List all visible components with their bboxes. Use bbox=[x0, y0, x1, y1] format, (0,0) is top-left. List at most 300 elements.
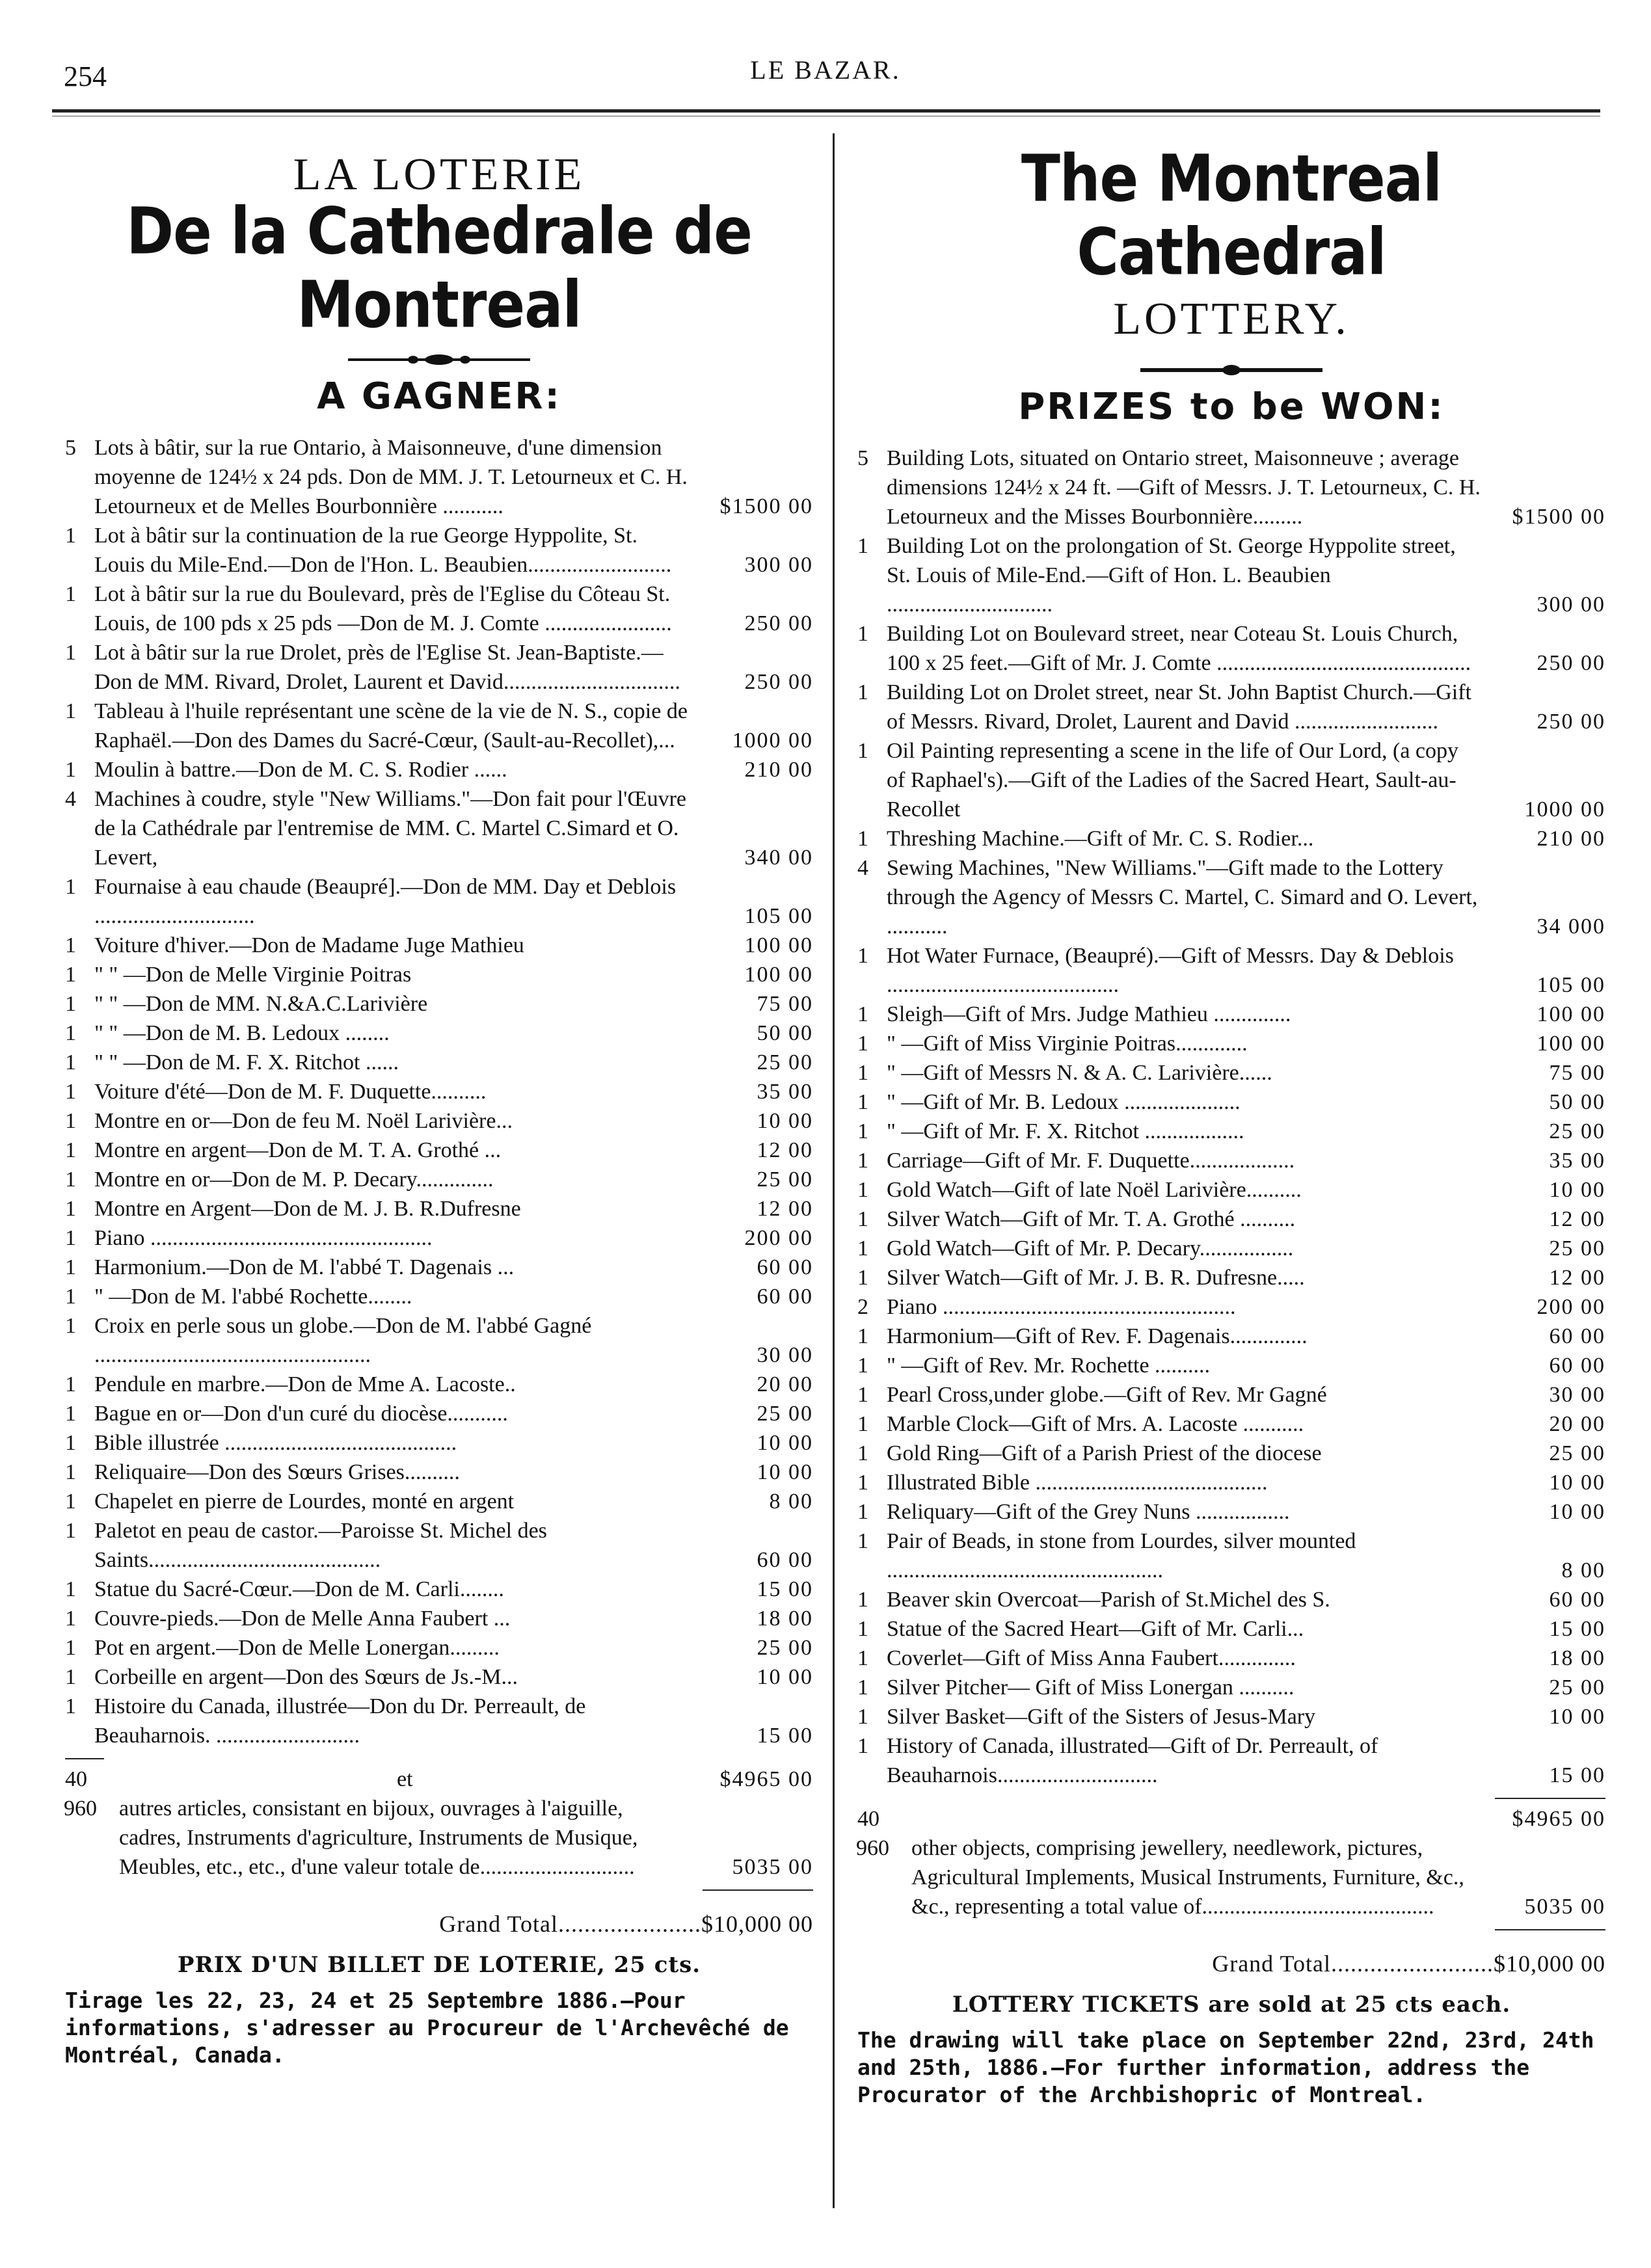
prize-item bbox=[857, 1175, 1605, 1205]
other-amount: 5035 00 bbox=[1524, 1895, 1605, 1919]
prize-description: Gold Ring—Gift of a Parish Priest of the diocese bbox=[887, 1441, 1322, 1466]
prize-description: Lot à bâtir sur la rue Drolet, près de l'Eglise St. Jean-Baptiste.—Don de MM. Rivard, Drolet, Laurent et David................................ bbox=[94, 641, 680, 695]
prize-amount: 200 00 bbox=[1537, 1295, 1605, 1320]
prize-description: Pot en argent.—Don de Melle Lonergan......... bbox=[94, 1636, 500, 1661]
prize-quantity: 1 bbox=[65, 582, 76, 607]
other-amount: 5035 00 bbox=[732, 1855, 813, 1880]
subtotal-amount: $4965 00 bbox=[1512, 1807, 1605, 1832]
prize-quantity: 1 bbox=[857, 1178, 868, 1203]
column-divider bbox=[833, 133, 835, 2208]
prize-item bbox=[65, 1282, 813, 1311]
prize-description: " " —Don de M. F. X. Ritchot ...... bbox=[94, 1050, 399, 1075]
prize-item bbox=[65, 1136, 813, 1165]
prize-amount: 75 00 bbox=[1549, 1061, 1605, 1086]
prize-description: Paletot en peau de castor.—Paroisse St. Michel des Saints.......................................... bbox=[94, 1519, 547, 1573]
prize-description: Pendule en marbre.—Don de Mme A. Lacoste.. bbox=[94, 1372, 516, 1397]
prize-item bbox=[857, 1000, 1605, 1029]
prize-amount: 100 00 bbox=[1537, 1032, 1605, 1056]
top-rule bbox=[52, 109, 1600, 113]
prize-quantity: 1 bbox=[65, 1080, 76, 1104]
prize-amount: $1500 00 bbox=[1512, 505, 1605, 529]
french-column bbox=[65, 130, 813, 2069]
prize-amount: 20 00 bbox=[757, 1372, 813, 1397]
prize-quantity: 2 bbox=[857, 1295, 868, 1320]
french-prize-list bbox=[65, 433, 813, 1750]
prize-description: Piano ..................................................... bbox=[887, 1295, 1236, 1320]
english-prize-list bbox=[857, 444, 1605, 1790]
english-draw-info: The drawing will take place on September 22nd, 23rd, 24th and 25th, 1886.—For further information, address the Procurator of the Archbishopric of Montreal. bbox=[857, 2027, 1594, 2108]
prize-quantity: 1 bbox=[65, 963, 76, 987]
english-grand-total: Grand Total.........................$10,000 00 bbox=[1212, 1951, 1605, 1977]
prize-quantity: 1 bbox=[857, 1266, 868, 1290]
prize-quantity: 1 bbox=[857, 1207, 868, 1232]
prize-quantity: 1 bbox=[65, 1489, 76, 1514]
prize-amount: 1000 00 bbox=[1524, 797, 1605, 822]
prize-item bbox=[857, 1058, 1605, 1087]
english-title-small: LOTTERY. bbox=[1113, 294, 1350, 345]
prize-amount: 30 00 bbox=[1549, 1383, 1605, 1407]
prize-quantity: 1 bbox=[65, 641, 76, 665]
prize-item bbox=[65, 1106, 813, 1136]
prize-item bbox=[65, 1048, 813, 1077]
prize-description: Voiture d'été—Don de M. F. Duquette.......... bbox=[94, 1080, 487, 1104]
prize-amount: 35 00 bbox=[757, 1080, 813, 1104]
prize-amount: 12 00 bbox=[1549, 1207, 1605, 1232]
prize-description: " " —Don de Melle Virginie Poitras bbox=[94, 963, 412, 987]
english-subtotal-row bbox=[857, 1804, 1605, 1834]
prize-description: Reliquary—Gift of the Grey Nuns ................. bbox=[887, 1500, 1290, 1525]
prize-amount: 105 00 bbox=[1537, 973, 1605, 998]
prize-count: 40 bbox=[857, 1807, 879, 1832]
prize-item bbox=[65, 1165, 813, 1194]
prize-quantity: 1 bbox=[65, 1314, 76, 1339]
prize-count: 40 bbox=[65, 1767, 87, 1792]
french-prizes-heading: A GAGNER: bbox=[317, 375, 561, 418]
prize-quantity: 1 bbox=[857, 1149, 868, 1173]
prize-item bbox=[65, 1516, 813, 1575]
prize-description: Chapelet en pierre de Lourdes, monté en argent bbox=[94, 1489, 515, 1514]
prize-amount: 15 00 bbox=[1549, 1763, 1605, 1788]
prize-quantity: 1 bbox=[65, 1109, 76, 1134]
prize-amount: 1000 00 bbox=[732, 728, 813, 753]
prize-description: Silver Watch—Gift of Mr. T. A. Grothé .......... bbox=[887, 1207, 1296, 1232]
prize-item bbox=[65, 1575, 813, 1604]
prize-item bbox=[65, 960, 813, 989]
prize-item bbox=[65, 1370, 813, 1399]
prize-amount: 250 00 bbox=[744, 611, 813, 636]
prize-quantity: 1 bbox=[65, 1636, 76, 1661]
prize-description: Voiture d'hiver.—Don de Madame Juge Mathieu bbox=[94, 933, 524, 958]
prize-description: Statue of the Sacred Heart—Gift of Mr. Carli... bbox=[887, 1617, 1304, 1642]
prize-quantity: 1 bbox=[65, 1138, 76, 1163]
prize-description: Beaver skin Overcoat—Parish of St.Michel des S. bbox=[887, 1588, 1330, 1612]
prize-quantity: 1 bbox=[857, 534, 868, 559]
subtotal-amount: $4965 00 bbox=[719, 1767, 813, 1792]
prize-amount: 12 00 bbox=[1549, 1266, 1605, 1290]
grand-total-rule bbox=[1495, 1929, 1605, 1930]
prize-item bbox=[857, 1205, 1605, 1234]
prize-description: Tableau à l'huile représentant une scène de la vie de N. S., copie de Raphaël.—Don des Dames du Sacré-Cœur, (Sault-au-Recollet),... bbox=[94, 699, 688, 753]
prize-amount: 210 00 bbox=[1537, 827, 1605, 851]
prize-description: Building Lots, situated on Ontario street, Maisonneuve ; average dimensions 124½ x 24 ft. —Gift of Messrs. J. T. Letourneux, C. H. Letourneux and the Misses Bourbonnière......... bbox=[887, 446, 1481, 529]
prize-quantity: 1 bbox=[65, 1285, 76, 1309]
prize-item bbox=[857, 1614, 1605, 1644]
prize-description: Gold Watch—Gift of late Noël Larivière.......... bbox=[887, 1178, 1302, 1203]
prize-item bbox=[65, 784, 813, 872]
prize-item bbox=[857, 941, 1605, 1000]
prize-quantity: 4 bbox=[857, 856, 868, 881]
prize-amount: 18 00 bbox=[1549, 1646, 1605, 1671]
prize-quantity: 1 bbox=[857, 622, 868, 647]
prize-amount: 10 00 bbox=[757, 1460, 813, 1485]
prize-description: Threshing Machine.—Gift of Mr. C. S. Rodier... bbox=[887, 827, 1314, 851]
prize-item bbox=[65, 433, 813, 521]
prize-item bbox=[65, 1311, 813, 1370]
prize-description: Marble Clock—Gift of Mrs. A. Lacoste ........... bbox=[887, 1412, 1304, 1437]
prize-quantity: 1 bbox=[65, 1197, 76, 1221]
prize-quantity: 1 bbox=[65, 1431, 76, 1456]
prize-amount: 60 00 bbox=[757, 1255, 813, 1280]
prize-item bbox=[857, 1029, 1605, 1058]
prize-item bbox=[65, 1399, 813, 1428]
prize-description: " —Gift of Miss Virginie Poitras............. bbox=[887, 1032, 1248, 1056]
page-number: 254 bbox=[64, 60, 107, 92]
subtotal-rule bbox=[1495, 1798, 1605, 1799]
prize-description: " " —Don de M. B. Ledoux ........ bbox=[94, 1021, 390, 1046]
prize-description: Silver Watch—Gift of Mr. J. B. R. Dufresne..... bbox=[887, 1266, 1305, 1290]
prize-description: Lot à bâtir sur la rue du Boulevard, près de l'Eglise du Côteau St. Louis, de 100 pds x 25 pds —Don de M. J. Comte ....................... bbox=[94, 582, 672, 636]
prize-description: Building Lot on Drolet street, near St. John Baptist Church.—Gift of Messrs. Rivard, Drolet, Laurent and David .......................... bbox=[887, 680, 1472, 734]
prize-amount: 12 00 bbox=[757, 1197, 813, 1221]
prize-amount: 60 00 bbox=[1549, 1588, 1605, 1612]
prize-item bbox=[65, 521, 813, 580]
prize-amount: 100 00 bbox=[1537, 1002, 1605, 1027]
prize-quantity: 5 bbox=[857, 446, 868, 471]
prize-description: Building Lot on the prolongation of St. George Hyppolite street, St. Louis of Mile-End.—Gift of Hon. L. Beaubien .............................. bbox=[887, 534, 1456, 617]
prize-description: Coverlet—Gift of Miss Anna Faubert.............. bbox=[887, 1646, 1296, 1671]
prize-description: Statue du Sacré-Cœur.—Don de M. Carli........ bbox=[94, 1577, 504, 1602]
prize-item bbox=[65, 1194, 813, 1223]
prize-description: Lot à bâtir sur la continuation de la rue George Hyppolite, St. Louis du Mile-End.—Don de l'Hon. L. Beaubien.......................... bbox=[94, 524, 672, 578]
prize-amount: 8 00 bbox=[769, 1489, 813, 1514]
english-ticket-price: LOTTERY TICKETS are sold at 25 cts each. bbox=[952, 1992, 1511, 2018]
prize-item bbox=[857, 1146, 1605, 1175]
prize-item bbox=[857, 1439, 1605, 1468]
ornament-divider bbox=[342, 353, 537, 366]
prize-item bbox=[65, 580, 813, 638]
prize-quantity: 1 bbox=[65, 1577, 76, 1602]
total-rule bbox=[65, 1758, 104, 1759]
prize-amount: 60 00 bbox=[1549, 1324, 1605, 1349]
prize-amount: 10 00 bbox=[1549, 1500, 1605, 1525]
prize-description: Hot Water Furnace, (Beaupré).—Gift of Messrs. Day & Deblois .......................................... bbox=[887, 944, 1454, 998]
other-quantity: 960 bbox=[856, 1836, 889, 1861]
prize-amount: 15 00 bbox=[757, 1724, 813, 1748]
french-grand-total: Grand Total......................$10,000 00 bbox=[439, 1911, 813, 1938]
prize-item bbox=[65, 1692, 813, 1750]
prize-item bbox=[857, 1117, 1605, 1146]
prize-quantity: 1 bbox=[857, 1617, 868, 1642]
other-quantity: 960 bbox=[64, 1796, 97, 1821]
prize-quantity: 1 bbox=[857, 1734, 868, 1759]
prize-amount: 100 00 bbox=[744, 963, 813, 987]
prize-quantity: 1 bbox=[65, 1607, 76, 1631]
prize-amount: 200 00 bbox=[744, 1226, 813, 1251]
french-title-big: De la Cathedrale de Montreal bbox=[126, 193, 752, 343]
prize-description: Reliquaire—Don des Sœurs Grises.......... bbox=[94, 1460, 460, 1485]
prize-description: Pair of Beads, in stone from Lourdes, silver mounted .................................................. bbox=[887, 1529, 1356, 1583]
prize-quantity: 1 bbox=[857, 1412, 868, 1437]
prize-quantity: 1 bbox=[65, 1050, 76, 1075]
prize-description: Carriage—Gift of Mr. F. Duquette................... bbox=[887, 1149, 1295, 1173]
prize-item bbox=[65, 1428, 813, 1458]
prize-item bbox=[857, 1409, 1605, 1439]
prize-description: Couvre-pieds.—Don de Melle Anna Faubert ... bbox=[94, 1607, 511, 1631]
prize-item bbox=[857, 1292, 1605, 1322]
prize-quantity: 1 bbox=[857, 1032, 868, 1056]
prize-amount: 210 00 bbox=[744, 758, 813, 782]
prize-amount: 15 00 bbox=[757, 1577, 813, 1602]
prize-amount: 50 00 bbox=[757, 1021, 813, 1046]
prize-item bbox=[857, 824, 1605, 853]
prize-amount: 34 000 bbox=[1537, 914, 1605, 939]
prize-description: Harmonium—Gift of Rev. F. Dagenais.............. bbox=[887, 1324, 1308, 1349]
prize-quantity: 1 bbox=[857, 1002, 868, 1027]
prize-amount: 10 00 bbox=[1549, 1178, 1605, 1203]
prize-description: " —Gift of Mr. B. Ledoux ..................... bbox=[887, 1090, 1241, 1115]
prize-amount: 10 00 bbox=[757, 1431, 813, 1456]
prize-description: Sewing Machines, "New Williams."—Gift made to the Lottery through the Agency of Messrs C. Martel, C. Simard and O. Levert, ........... bbox=[887, 856, 1478, 939]
prize-description: Montre en or—Don de feu M. Noël Larivière... bbox=[94, 1109, 513, 1134]
prize-amount: 60 00 bbox=[1549, 1354, 1605, 1378]
prize-amount: 250 00 bbox=[1537, 710, 1605, 734]
prize-item bbox=[65, 697, 813, 755]
prize-item bbox=[857, 736, 1605, 824]
ornament-divider bbox=[1134, 364, 1329, 377]
prize-description: " —Gift of Rev. Mr. Rochette .......... bbox=[887, 1354, 1211, 1378]
prize-item bbox=[857, 1322, 1605, 1351]
prize-amount: 340 00 bbox=[744, 846, 813, 870]
prize-amount: 25 00 bbox=[1549, 1236, 1605, 1261]
prize-quantity: 1 bbox=[857, 1705, 868, 1729]
prize-description: Montre en argent—Don de M. T. A. Grothé ... bbox=[94, 1138, 502, 1163]
prize-quantity: 1 bbox=[857, 739, 868, 764]
prize-item bbox=[65, 755, 813, 784]
prize-item bbox=[857, 1644, 1605, 1673]
prize-amount: 105 00 bbox=[744, 904, 813, 929]
prize-item bbox=[65, 989, 813, 1019]
prize-quantity: 1 bbox=[857, 944, 868, 968]
running-title: LE BAZAR. bbox=[750, 55, 901, 85]
prize-quantity: 1 bbox=[65, 875, 76, 900]
prize-description: Silver Pitcher— Gift of Miss Lonergan .......... bbox=[887, 1675, 1295, 1700]
prize-item bbox=[857, 1702, 1605, 1731]
prize-description: Harmonium.—Don de M. l'abbé T. Dagenais ... bbox=[94, 1255, 515, 1280]
prize-item bbox=[65, 1253, 813, 1282]
prize-description: " —Gift of Messrs N. & A. C. Larivière...... bbox=[887, 1061, 1272, 1086]
prize-quantity: 1 bbox=[857, 1529, 868, 1554]
prize-quantity: 1 bbox=[65, 1167, 76, 1192]
prize-amount: 300 00 bbox=[1537, 593, 1605, 617]
prize-item bbox=[857, 1087, 1605, 1117]
prize-amount: 10 00 bbox=[1549, 1471, 1605, 1495]
prize-item bbox=[65, 1487, 813, 1516]
prize-amount: 300 00 bbox=[744, 553, 813, 578]
prize-amount: $1500 00 bbox=[719, 494, 813, 519]
prize-quantity: 1 bbox=[857, 1354, 868, 1378]
english-prizes-heading: PRIZES to be WON: bbox=[1018, 386, 1445, 429]
french-ticket-price: PRIX D'UN BILLET DE LOTERIE, 25 cts. bbox=[177, 1952, 701, 1979]
prize-description: Pearl Cross,under globe.—Gift of Rev. Mr Gagné bbox=[887, 1383, 1327, 1407]
prize-item bbox=[857, 1497, 1605, 1527]
prize-amount: 250 00 bbox=[1537, 651, 1605, 676]
prize-amount: 25 00 bbox=[1549, 1441, 1605, 1466]
prize-quantity: 1 bbox=[857, 1090, 868, 1115]
prize-amount: 250 00 bbox=[744, 670, 813, 695]
english-title-big: The Montreal Cathedral bbox=[1021, 140, 1442, 290]
prize-description: Montre en Argent—Don de M. J. B. R.Dufresne bbox=[94, 1197, 521, 1221]
prize-description: Montre en or—Don de M. P. Decary.............. bbox=[94, 1167, 494, 1192]
prize-amount: 10 00 bbox=[1549, 1705, 1605, 1729]
english-other-objects bbox=[857, 1834, 1605, 1921]
french-title-small: LA LOTERIE bbox=[293, 150, 585, 200]
prize-item bbox=[65, 1604, 813, 1633]
prize-description: Machines à coudre, style "New Williams."—Don fait pour l'Œuvre de la Cathédrale par l'entremise de MM. C. Martel C.Simard et O. Levert, bbox=[94, 787, 687, 870]
prize-item bbox=[65, 872, 813, 931]
prize-quantity: 1 bbox=[65, 699, 76, 724]
prize-description: Bague en or—Don d'un curé du diocèse........... bbox=[94, 1402, 508, 1426]
prize-amount: 60 00 bbox=[757, 1548, 813, 1573]
prize-amount: 12 00 bbox=[757, 1138, 813, 1163]
prize-quantity: 1 bbox=[65, 1372, 76, 1397]
prize-item bbox=[857, 444, 1605, 531]
prize-item bbox=[857, 1351, 1605, 1380]
prize-amount: 25 00 bbox=[757, 1402, 813, 1426]
prize-description: Gold Watch—Gift of Mr. P. Decary................. bbox=[887, 1236, 1294, 1261]
prize-amount: 18 00 bbox=[757, 1607, 813, 1631]
prize-quantity: 5 bbox=[65, 436, 76, 460]
prize-description: Oil Painting representing a scene in the life of Our Lord, (a copy of Raphael's).—Gift of the Ladies of the Sacred Heart, Sault-au-Recollet bbox=[887, 739, 1459, 822]
prize-amount: 25 00 bbox=[1549, 1675, 1605, 1700]
prize-quantity: 1 bbox=[857, 1471, 868, 1495]
prize-item bbox=[65, 1662, 813, 1692]
prize-item bbox=[65, 1458, 813, 1487]
prize-item bbox=[65, 1077, 813, 1106]
prize-item bbox=[857, 1527, 1605, 1585]
prize-item bbox=[857, 1673, 1605, 1702]
prize-quantity: 1 bbox=[65, 758, 76, 782]
prize-quantity: 1 bbox=[857, 827, 868, 851]
prize-description: Piano ................................................... bbox=[94, 1226, 433, 1251]
prize-item bbox=[857, 1585, 1605, 1614]
french-subtotal-row bbox=[65, 1765, 813, 1794]
prize-quantity: 1 bbox=[857, 1061, 868, 1086]
prize-description: Sleigh—Gift of Mrs. Judge Mathieu .............. bbox=[887, 1002, 1291, 1027]
prize-amount: 25 00 bbox=[757, 1636, 813, 1661]
prize-item bbox=[857, 619, 1605, 678]
prize-item bbox=[857, 1731, 1605, 1790]
prize-quantity: 1 bbox=[65, 1021, 76, 1046]
prize-description: Corbeille en argent—Don des Sœurs de Js.-M... bbox=[94, 1665, 518, 1690]
prize-quantity: 1 bbox=[65, 1665, 76, 1690]
prize-item bbox=[857, 1468, 1605, 1497]
prize-amount: 100 00 bbox=[744, 933, 813, 958]
prize-item bbox=[65, 1019, 813, 1048]
prize-description: Histoire du Canada, illustrée—Don du Dr. Perreault, de Beauharnois. .......................... bbox=[94, 1694, 586, 1748]
subtotal-connector: et bbox=[397, 1767, 413, 1792]
prize-description: History of Canada, illustrated—Gift of Dr. Perreault, of Beauharnois............................. bbox=[887, 1734, 1378, 1788]
prize-quantity: 1 bbox=[857, 1441, 868, 1466]
prize-quantity: 1 bbox=[857, 680, 868, 705]
prize-item bbox=[65, 638, 813, 697]
prize-description: Illustrated Bible .......................................... bbox=[887, 1471, 1268, 1495]
prize-quantity: 1 bbox=[65, 1694, 76, 1719]
prize-description: Croix en perle sous un globe.—Don de M. l'abbé Gagné .................................................. bbox=[94, 1314, 592, 1368]
prize-description: Silver Basket—Gift of the Sisters of Jesus-Mary bbox=[887, 1705, 1316, 1729]
grand-total-rule bbox=[703, 1889, 813, 1891]
prize-description: Fournaise à eau chaude (Beaupré].—Don de MM. Day et Deblois ............................. bbox=[94, 875, 677, 929]
prize-quantity: 1 bbox=[65, 1402, 76, 1426]
english-column bbox=[857, 130, 1605, 2109]
prize-item bbox=[65, 1633, 813, 1662]
prize-quantity: 1 bbox=[65, 1519, 76, 1543]
prize-amount: 8 00 bbox=[1561, 1558, 1605, 1583]
french-draw-info: Tirage les 22, 23, 24 et 25 Septembre 1886.—Pour informations, s'adresser au Procureur de l'Archevêché de Montréal, Canada. bbox=[65, 1988, 789, 2068]
prize-quantity: 1 bbox=[65, 1255, 76, 1280]
prize-amount: 30 00 bbox=[757, 1343, 813, 1368]
prize-description: Lots à bâtir, sur la rue Ontario, à Maisonneuve, d'une dimension moyenne de 124½ x 24 pds. Don de MM. J. T. Letourneux et C. H. Letourneux et de Melles Bourbonnière ........... bbox=[94, 436, 688, 519]
prize-amount: 50 00 bbox=[1549, 1090, 1605, 1115]
prize-description: " —Don de M. l'abbé Rochette........ bbox=[94, 1285, 412, 1309]
prize-description: " " —Don de MM. N.&A.C.Larivière bbox=[94, 992, 428, 1017]
french-other-articles bbox=[65, 1794, 813, 1882]
prize-amount: 75 00 bbox=[757, 992, 813, 1017]
prize-amount: 15 00 bbox=[1549, 1617, 1605, 1642]
prize-quantity: 1 bbox=[65, 933, 76, 958]
prize-amount: 10 00 bbox=[757, 1109, 813, 1134]
prize-description: Moulin à battre.—Don de M. C. S. Rodier ...... bbox=[94, 758, 507, 782]
prize-amount: 25 00 bbox=[757, 1167, 813, 1192]
prize-quantity: 1 bbox=[65, 1460, 76, 1485]
prize-item bbox=[857, 1234, 1605, 1263]
prize-description: Bible illustrée .......................................... bbox=[94, 1431, 457, 1456]
other-text: autres articles, consistant en bijoux, ouvrages à l'aiguille, cadres, Instruments d'agriculture, Instruments de Musique, Meubles, etc., etc., d'une valeur totale de............................ bbox=[119, 1796, 638, 1880]
prize-item bbox=[65, 931, 813, 960]
prize-quantity: 4 bbox=[65, 787, 76, 812]
prize-quantity: 1 bbox=[65, 524, 76, 548]
prize-quantity: 1 bbox=[65, 1226, 76, 1251]
prize-quantity: 1 bbox=[65, 992, 76, 1017]
prize-amount: 25 00 bbox=[1549, 1119, 1605, 1144]
prize-item bbox=[857, 1380, 1605, 1409]
prize-item bbox=[857, 678, 1605, 736]
prize-quantity: 1 bbox=[857, 1500, 868, 1525]
prize-item bbox=[857, 1263, 1605, 1292]
prize-quantity: 1 bbox=[857, 1675, 868, 1700]
prize-description: Building Lot on Boulevard street, near Coteau St. Louis Church, 100 x 25 feet.—Gift of Mr. J. Comte .............................................. bbox=[887, 622, 1471, 676]
prize-item bbox=[857, 853, 1605, 941]
prize-item bbox=[65, 1223, 813, 1253]
prize-amount: 60 00 bbox=[757, 1285, 813, 1309]
prize-amount: 25 00 bbox=[757, 1050, 813, 1075]
other-text: other objects, comprising jewellery, needlework, pictures, Agricultural Implements, Musical Instruments, Furniture, &c., &c., representing a total value of.......................................... bbox=[911, 1836, 1464, 1919]
prize-amount: 20 00 bbox=[1549, 1412, 1605, 1437]
prize-item bbox=[857, 531, 1605, 619]
prize-quantity: 1 bbox=[857, 1119, 868, 1144]
prize-quantity: 1 bbox=[857, 1383, 868, 1407]
prize-quantity: 1 bbox=[857, 1236, 868, 1261]
prize-quantity: 1 bbox=[857, 1646, 868, 1671]
